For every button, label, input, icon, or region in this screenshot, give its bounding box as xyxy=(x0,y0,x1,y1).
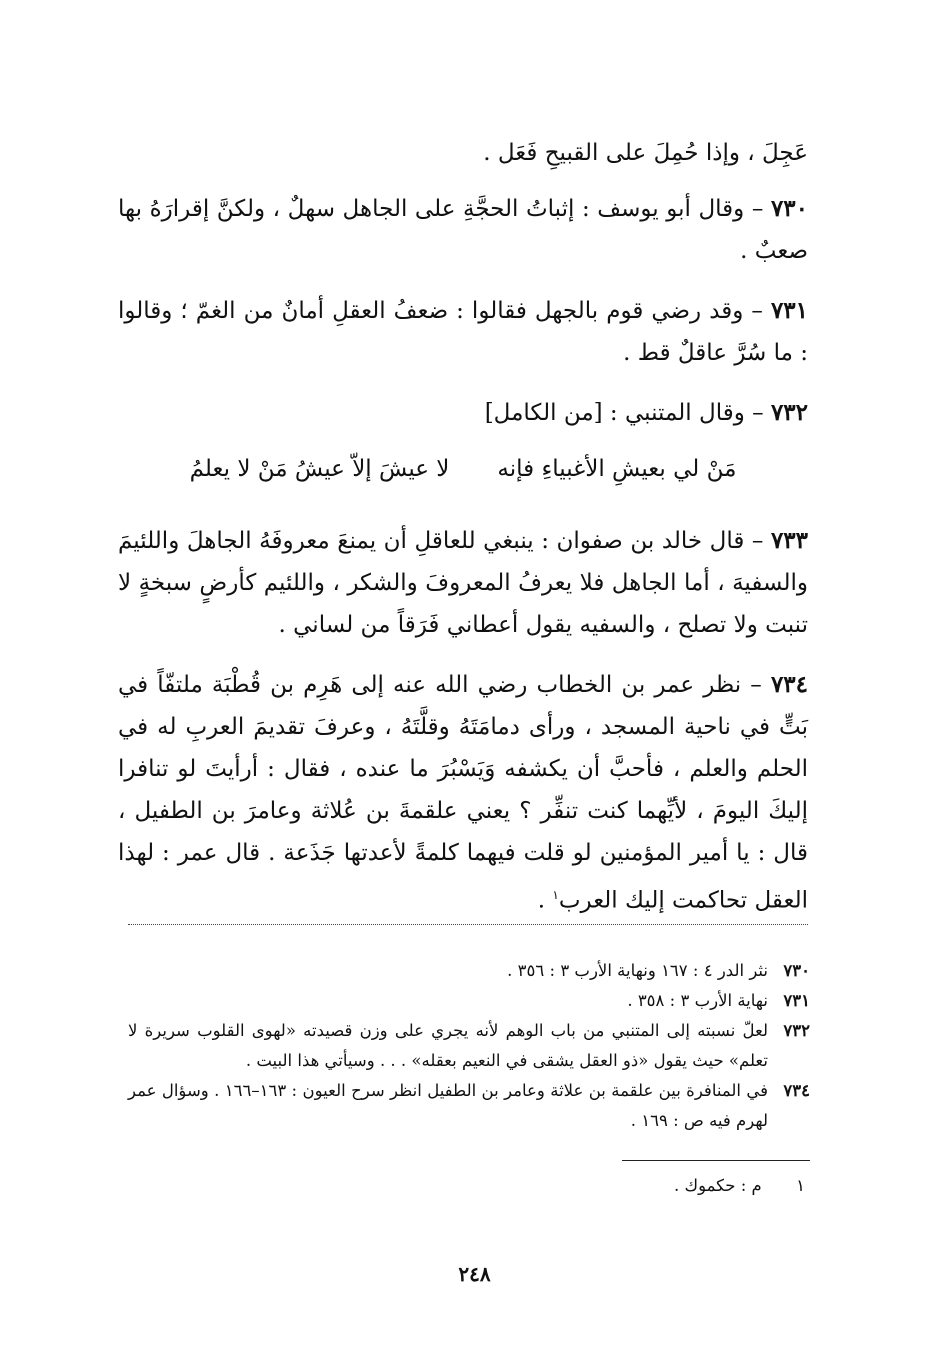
note-number: ٧٣٠ xyxy=(783,961,810,980)
footnotes-divider xyxy=(128,924,808,925)
main-text xyxy=(118,132,808,940)
paragraph-text: – وقال المتنبي : [من الكامل] xyxy=(484,400,764,426)
paragraph-text: – وقال أبو يوسف : إثباتُ الحجَّةِ على الجاهل سهلٌ ، ولكنَّ إقرارَهُ بها صعبٌ . xyxy=(118,196,808,264)
source-note xyxy=(128,986,810,1016)
page-number: ٢٤٨ xyxy=(458,1262,491,1286)
entry-number: ٧٣٢ xyxy=(770,399,808,426)
source-note xyxy=(128,1076,810,1136)
paragraph-732 xyxy=(118,392,808,434)
entry-number: ٧٣٣ xyxy=(770,527,809,554)
entry-number: ٧٣٤ xyxy=(770,671,808,698)
poetry-verse xyxy=(118,448,808,490)
source-note xyxy=(128,1016,810,1076)
editor-note-divider xyxy=(622,1160,810,1161)
note-number: ٧٣٤ xyxy=(783,1081,810,1100)
paragraph-731 xyxy=(118,290,808,374)
entry-number: ٧٣٠ xyxy=(770,195,808,222)
note-text: نهاية الأرب ٣ : ٣٥٨ . xyxy=(627,991,768,1010)
note-number: ٧٣٢ xyxy=(783,1021,810,1040)
editor-footnote xyxy=(500,1176,805,1195)
note-text: لعلّ نسبته إلى المتنبي من باب الوهم لأنه يجري على وزن قصيدته «لهوى القلوب سريرة لا تعلم» حيث يقول «ذو العقل يشقى في النعيم بعقله» . . . وسيأتي هذا البيت . xyxy=(128,1021,768,1070)
paragraph-text: عَجِلَ ، وإذا حُمِلَ على القبيحِ فَعَل . xyxy=(483,140,808,166)
paragraph-730 xyxy=(118,188,808,272)
editor-note-number: ١ xyxy=(796,1176,805,1195)
footnote-marker: ١ xyxy=(552,888,559,902)
editor-note-text: م : حكموك . xyxy=(674,1176,762,1195)
verse-first-hemistich: مَنْ لي بعيشِ الأغبياءِ فإنه xyxy=(497,456,737,482)
paragraph-continuation xyxy=(118,132,808,174)
paragraph-end: . xyxy=(537,887,553,914)
source-notes xyxy=(128,956,810,1136)
paragraph-text: – نظر عمر بن الخطاب رضي الله عنه إلى هَرِم بن قُطْبَة ملتفّاً في بَتٍّ في ناحية المسجد ، ورأى دمامَتَهُ وقلَّتَهُ ، وعرفَ تقديمَ العربِ له في الحلم والعلم ، فأحبَّ أن يكشفه وَيَسْبُرَ ما عنده ، فقال : أرأيتَ لو تنافرا إليكَ اليومَ ، لأيِّهما كنت تنفِّر ؟ يعني علقمةَ بن عُلاثة وعامرَ بن الطفيل ، قال : يا أمير المؤمنين لو قلت فيهما كلمةً لأعدتها جَذَعة . قال عمر : لهذا العقل تحاكمت إليك العرب xyxy=(118,672,808,914)
source-note xyxy=(128,956,810,986)
paragraph-text: – وقد رضي قوم بالجهل فقالوا : ضعفُ العقلِ أمانٌ من الغمّ ؛ وقالوا : ما سُرَّ عاقلٌ قط . xyxy=(118,298,808,366)
note-text: في المنافرة بين علقمة بن علاثة وعامر بن الطفيل انظر سرح العيون : ١٦٣–١٦٦ . وسؤال عمر لهرم فيه ص : ١٦٩ . xyxy=(128,1081,768,1130)
note-number: ٧٣١ xyxy=(783,991,810,1010)
note-text: نثر الدر ٤ : ١٦٧ ونهاية الأرب ٣ : ٣٥٦ . xyxy=(507,961,768,980)
paragraph-733 xyxy=(118,520,808,646)
paragraph-text: – قال خالد بن صفوان : ينبغي للعاقلِ أن يمنعَ معروفَهُ الجاهلَ واللئيمَ والسفيهَ ، أما الجاهل فلا يعرفُ المعروفَ والشكر ، واللئيم كأرضٍ سبخةٍ لا تنبت ولا تصلح ، والسفيه يقول أعطاني فَرَقاً من لساني . xyxy=(118,528,808,638)
entry-number: ٧٣١ xyxy=(770,297,809,324)
paragraph-734 xyxy=(118,664,808,922)
verse-second-hemistich: لا عيشَ إلاّ عيشُ مَنْ لا يعلمُ xyxy=(189,456,450,482)
